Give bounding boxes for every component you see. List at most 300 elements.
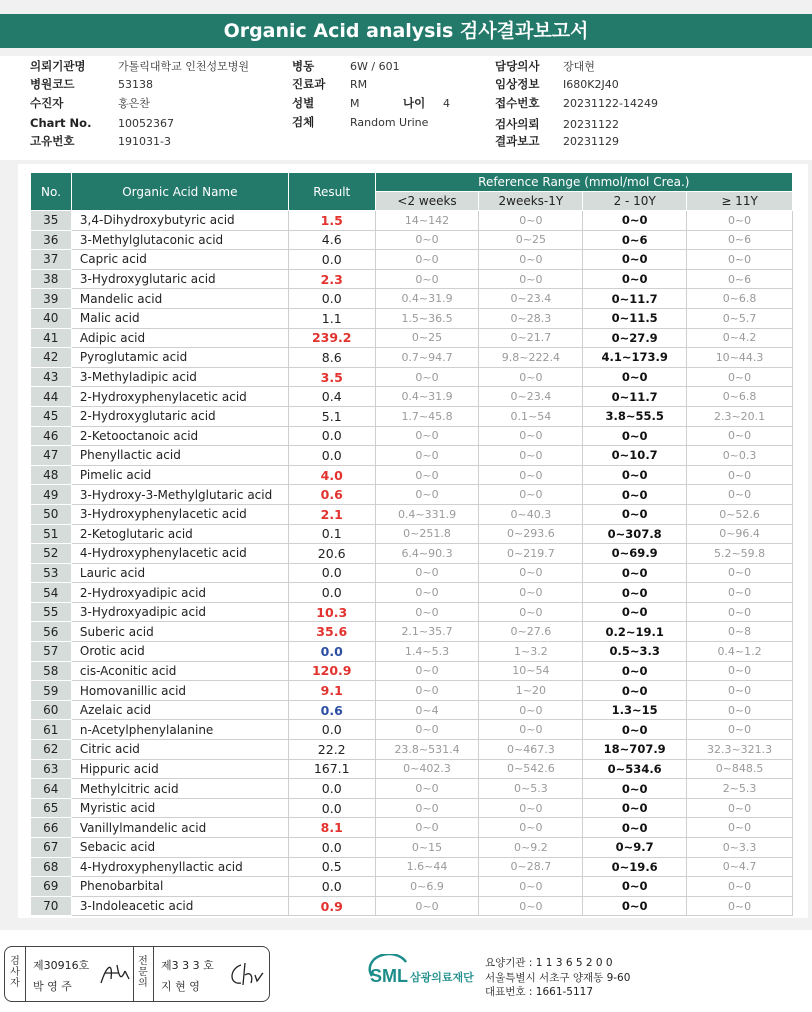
table-row xyxy=(31,328,793,348)
ref-over-11y: 0~0 xyxy=(687,681,793,701)
specialist-name: 지 현 영 xyxy=(161,980,200,993)
ref-over-11y: 0~6 xyxy=(687,230,793,250)
ref-2-10y: 0~11.7 xyxy=(583,289,687,309)
ref-2w-1y: 0~28.3 xyxy=(479,308,583,328)
ref-2w-1y: 10~54 xyxy=(479,661,583,681)
ref-2-10y: 0~0 xyxy=(583,367,687,387)
ref-over-11y: 0~0 xyxy=(687,426,793,446)
ref-under-2w: 0.4~31.9 xyxy=(375,289,479,309)
specialist-signature-image xyxy=(227,957,265,991)
header-ref-col: <2 weeks xyxy=(375,192,479,211)
info-field xyxy=(30,116,174,130)
header-name: Organic Acid Name xyxy=(71,173,288,211)
ref-2w-1y: 0~5.3 xyxy=(479,779,583,799)
row-number: 65 xyxy=(31,798,72,818)
info-label: 병동 xyxy=(292,59,315,73)
row-number: 59 xyxy=(31,681,72,701)
ref-2w-1y: 0~0 xyxy=(479,818,583,838)
ref-over-11y: 32.3~321.3 xyxy=(687,740,793,760)
ref-over-11y: 0~0 xyxy=(687,602,793,622)
ref-2-10y: 0~9.7 xyxy=(583,838,687,858)
specialist-number: 제3 3 3 호 xyxy=(161,959,214,972)
ref-under-2w: 2.1~35.7 xyxy=(375,622,479,642)
ref-over-11y: 0~0 xyxy=(687,896,793,916)
info-field xyxy=(292,76,367,92)
row-number: 53 xyxy=(31,563,72,583)
header-reference: Reference Range (mmol/mol Crea.) xyxy=(375,173,792,192)
ref-2-10y: 0~0 xyxy=(583,661,687,681)
ref-under-2w: 0~0 xyxy=(375,230,479,250)
report-title: Organic Acid analysis 검사결과보고서 xyxy=(0,14,812,48)
ref-2-10y: 0~6 xyxy=(583,230,687,250)
ref-over-11y: 0~0 xyxy=(687,877,793,897)
result-value: 0.4 xyxy=(288,387,375,407)
table-row xyxy=(31,798,793,818)
acid-name: Lauric acid xyxy=(71,563,288,583)
table-row xyxy=(31,211,793,231)
info-value: 홍은찬 xyxy=(118,97,150,110)
acid-name: Suberic acid xyxy=(71,622,288,642)
ref-2-10y: 0~307.8 xyxy=(583,524,687,544)
row-number: 62 xyxy=(31,740,72,760)
result-value: 0.0 xyxy=(288,798,375,818)
ref-2w-1y: 0~9.2 xyxy=(479,838,583,858)
ref-2w-1y: 0~0 xyxy=(479,485,583,505)
acid-name: Mandelic acid xyxy=(71,289,288,309)
ref-2w-1y: 0~293.6 xyxy=(479,524,583,544)
row-number: 58 xyxy=(31,661,72,681)
inspector-number: 제30916호 xyxy=(33,959,90,972)
acid-name: Phenobarbital xyxy=(71,877,288,897)
ref-2w-1y: 0~0 xyxy=(479,250,583,270)
ref-under-2w: 0~0 xyxy=(375,779,479,799)
ref-over-11y: 2~5.3 xyxy=(687,779,793,799)
acid-name: 3-Hydroxy-3-Methylglutaric acid xyxy=(71,485,288,505)
table-row xyxy=(31,740,793,760)
ref-2-10y: 0~0 xyxy=(583,896,687,916)
info-field xyxy=(30,58,249,74)
result-value: 0.0 xyxy=(288,583,375,603)
acid-name: 3-Methyladipic acid xyxy=(71,367,288,387)
info-field xyxy=(30,76,153,92)
table-row xyxy=(31,779,793,799)
ref-under-2w: 0~6.9 xyxy=(375,877,479,897)
row-number: 57 xyxy=(31,642,72,662)
ref-2w-1y: 0~25 xyxy=(479,230,583,250)
info-field xyxy=(495,95,658,111)
ref-2-10y: 0~0 xyxy=(583,877,687,897)
ref-under-2w: 0~0 xyxy=(375,563,479,583)
table-row xyxy=(31,544,793,564)
ref-2w-1y: 0~0 xyxy=(479,426,583,446)
ref-2-10y: 0~0 xyxy=(583,681,687,701)
info-value: I680K2J40 xyxy=(563,78,619,91)
ref-2-10y: 4.1~173.9 xyxy=(583,348,687,368)
info-value: 20231122 xyxy=(563,118,619,131)
ref-2-10y: 0~27.9 xyxy=(583,328,687,348)
ref-under-2w: 0.4~331.9 xyxy=(375,504,479,524)
info-value: 10052367 xyxy=(118,117,174,130)
table-row xyxy=(31,426,793,446)
ref-2-10y: 0~0 xyxy=(583,779,687,799)
ref-2-10y: 0~0 xyxy=(583,269,687,289)
ref-2-10y: 0~0 xyxy=(583,798,687,818)
table-row xyxy=(31,269,793,289)
header-result: Result xyxy=(288,173,375,211)
acid-name: Methylcitric acid xyxy=(71,779,288,799)
table-row xyxy=(31,524,793,544)
row-number: 52 xyxy=(31,544,72,564)
result-value: 239.2 xyxy=(288,328,375,348)
info-label: 수진자 xyxy=(30,96,64,110)
table-row xyxy=(31,622,793,642)
ref-2w-1y: 0~27.6 xyxy=(479,622,583,642)
result-value: 4.0 xyxy=(288,465,375,485)
ref-over-11y: 0~0 xyxy=(687,250,793,270)
ref-under-2w: 0~0 xyxy=(375,818,479,838)
ref-under-2w: 0~0 xyxy=(375,798,479,818)
org-name: 삼광의료재단 xyxy=(410,971,474,984)
result-value: 167.1 xyxy=(288,759,375,779)
ref-2w-1y: 0~0 xyxy=(479,700,583,720)
result-value: 2.1 xyxy=(288,504,375,524)
acid-name: Capric acid xyxy=(71,250,288,270)
ref-under-2w: 1.7~45.8 xyxy=(375,406,479,426)
header-no: No. xyxy=(31,173,72,211)
vertical-char: 사 xyxy=(10,967,20,978)
acid-name: 2-Hydroxyglutaric acid xyxy=(71,406,288,426)
table-row xyxy=(31,877,793,897)
row-number: 38 xyxy=(31,269,72,289)
ref-under-2w: 0~0 xyxy=(375,367,479,387)
row-number: 36 xyxy=(31,230,72,250)
ref-2-10y: 0~0 xyxy=(583,602,687,622)
info-value: 53138 xyxy=(118,78,153,91)
specialist-label xyxy=(137,956,149,989)
ref-2-10y: 0~0 xyxy=(583,465,687,485)
ref-over-11y: 0~8 xyxy=(687,622,793,642)
ref-2w-1y: 0~21.7 xyxy=(479,328,583,348)
result-value: 0.0 xyxy=(288,877,375,897)
ref-2w-1y: 0~0 xyxy=(479,583,583,603)
ref-under-2w: 0~0 xyxy=(375,465,479,485)
acid-name: 4-Hydroxyphenyllactic acid xyxy=(71,857,288,877)
table-row xyxy=(31,720,793,740)
table-row xyxy=(31,446,793,466)
table-row xyxy=(31,700,793,720)
ref-2w-1y: 0~542.6 xyxy=(479,759,583,779)
lab-address xyxy=(485,956,630,1000)
info-label: 고유번호 xyxy=(30,134,75,148)
info-label: 임상정보 xyxy=(495,77,540,91)
ref-2-10y: 1.3~15 xyxy=(583,700,687,720)
table-row xyxy=(31,406,793,426)
info-label: Chart No. xyxy=(30,116,92,130)
vertical-char: 검 xyxy=(10,956,20,967)
row-number: 35 xyxy=(31,211,72,231)
ref-over-11y: 0~0 xyxy=(687,818,793,838)
info-field xyxy=(292,95,360,111)
result-value: 0.0 xyxy=(288,720,375,740)
ref-under-2w: 14~142 xyxy=(375,211,479,231)
result-value: 4.6 xyxy=(288,230,375,250)
acid-name: 4-Hydroxyphenylacetic acid xyxy=(71,544,288,564)
info-field xyxy=(292,58,400,74)
acid-name: 3-Hydroxyphenylacetic acid xyxy=(71,504,288,524)
ref-over-11y: 0~0 xyxy=(687,367,793,387)
ref-2w-1y: 0~23.4 xyxy=(479,387,583,407)
table-row xyxy=(31,367,793,387)
table-row xyxy=(31,681,793,701)
info-value: 20231122-14249 xyxy=(563,97,658,110)
info-field xyxy=(495,76,619,92)
logo-text: SML xyxy=(370,966,408,986)
row-number: 43 xyxy=(31,367,72,387)
ref-2-10y: 0~11.5 xyxy=(583,308,687,328)
table-row xyxy=(31,465,793,485)
result-value: 0.6 xyxy=(288,700,375,720)
ref-under-2w: 0~15 xyxy=(375,838,479,858)
vertical-char: 전 xyxy=(138,956,148,967)
row-number: 50 xyxy=(31,504,72,524)
ref-2w-1y: 0~0 xyxy=(479,211,583,231)
ref-under-2w: 0~0 xyxy=(375,661,479,681)
acid-name: 2-Hydroxyphenylacetic acid xyxy=(71,387,288,407)
acid-name: 2-Ketooctanoic acid xyxy=(71,426,288,446)
inspector-signature-image xyxy=(97,957,133,989)
ref-2w-1y: 0~467.3 xyxy=(479,740,583,760)
result-value: 2.3 xyxy=(288,269,375,289)
ref-over-11y: 0~848.5 xyxy=(687,759,793,779)
ref-over-11y: 0~0 xyxy=(687,720,793,740)
ref-2-10y: 0~11.7 xyxy=(583,387,687,407)
result-value: 1.1 xyxy=(288,308,375,328)
acid-name: Hippuric acid xyxy=(71,759,288,779)
table-row xyxy=(31,642,793,662)
info-label: 담당의사 xyxy=(495,59,540,73)
row-number: 61 xyxy=(31,720,72,740)
ref-under-2w: 0.7~94.7 xyxy=(375,348,479,368)
result-value: 35.6 xyxy=(288,622,375,642)
age-value: 4 xyxy=(443,97,450,110)
table-row xyxy=(31,661,793,681)
ref-2w-1y: 0~40.3 xyxy=(479,504,583,524)
header-ref-col: ≥ 11Y xyxy=(687,192,793,211)
acid-name: 2-Ketoglutaric acid xyxy=(71,524,288,544)
row-number: 60 xyxy=(31,700,72,720)
row-number: 48 xyxy=(31,465,72,485)
ref-2w-1y: 0~23.4 xyxy=(479,289,583,309)
header-ref-col: 2 - 10Y xyxy=(583,192,687,211)
table-row xyxy=(31,563,793,583)
info-value: 가톨릭대학교 인천성모병원 xyxy=(118,60,250,73)
info-field xyxy=(495,58,595,74)
ref-over-11y: 0~0 xyxy=(687,465,793,485)
ref-over-11y: 0~52.6 xyxy=(687,504,793,524)
ref-under-2w: 1.6~44 xyxy=(375,857,479,877)
result-value: 9.1 xyxy=(288,681,375,701)
ref-under-2w: 0~0 xyxy=(375,896,479,916)
row-number: 64 xyxy=(31,779,72,799)
ref-2w-1y: 1~3.2 xyxy=(479,642,583,662)
ref-over-11y: 2.3~20.1 xyxy=(687,406,793,426)
row-number: 56 xyxy=(31,622,72,642)
acid-name: 3-Methylglutaconic acid xyxy=(71,230,288,250)
table-row xyxy=(31,759,793,779)
result-value: 1.5 xyxy=(288,211,375,231)
info-value: 장대현 xyxy=(563,60,595,73)
result-value: 0.6 xyxy=(288,485,375,505)
info-label: 진료과 xyxy=(292,77,326,91)
ref-under-2w: 1.4~5.3 xyxy=(375,642,479,662)
acid-name: 3-Indoleacetic acid xyxy=(71,896,288,916)
result-value: 0.0 xyxy=(288,446,375,466)
ref-2-10y: 0~0 xyxy=(583,563,687,583)
patient-info xyxy=(0,56,812,160)
age-label: 나이 xyxy=(403,96,426,110)
result-value: 8.1 xyxy=(288,818,375,838)
info-label: 결과보고 xyxy=(495,134,540,148)
acid-name: Adipic acid xyxy=(71,328,288,348)
acid-name: Pyroglutamic acid xyxy=(71,348,288,368)
acid-name: 2-Hydroxyadipic acid xyxy=(71,583,288,603)
row-number: 70 xyxy=(31,896,72,916)
info-value: 191031-3 xyxy=(118,135,171,148)
ref-2w-1y: 9.8~222.4 xyxy=(479,348,583,368)
table-row xyxy=(31,308,793,328)
info-field xyxy=(495,133,619,149)
row-number: 40 xyxy=(31,308,72,328)
ref-under-2w: 0~0 xyxy=(375,583,479,603)
ref-under-2w: 0~251.8 xyxy=(375,524,479,544)
ref-over-11y: 0~0 xyxy=(687,583,793,603)
vertical-char: 자 xyxy=(10,978,20,989)
inspector-label xyxy=(9,956,21,989)
acid-name: Citric acid xyxy=(71,740,288,760)
result-value: 3.5 xyxy=(288,367,375,387)
row-number: 49 xyxy=(31,485,72,505)
result-value: 0.0 xyxy=(288,426,375,446)
info-field xyxy=(30,95,150,111)
ref-2-10y: 18~707.9 xyxy=(583,740,687,760)
info-field-age xyxy=(403,95,450,111)
ref-2w-1y: 0.1~54 xyxy=(479,406,583,426)
result-value: 5.1 xyxy=(288,406,375,426)
info-label: 검사의뢰 xyxy=(495,117,540,131)
result-value: 8.6 xyxy=(288,348,375,368)
ref-over-11y: 10~44.3 xyxy=(687,348,793,368)
ref-over-11y: 0~6.8 xyxy=(687,387,793,407)
result-value: 22.2 xyxy=(288,740,375,760)
sml-logo xyxy=(368,954,480,994)
ref-2w-1y: 0~0 xyxy=(479,877,583,897)
table-row xyxy=(31,583,793,603)
row-number: 68 xyxy=(31,857,72,877)
info-label: 의뢰기관명 xyxy=(30,59,86,73)
result-value: 0.0 xyxy=(288,250,375,270)
info-value: 20231129 xyxy=(563,135,619,148)
ref-over-11y: 0~5.7 xyxy=(687,308,793,328)
report-footer xyxy=(0,930,812,1012)
ref-under-2w: 0~0 xyxy=(375,681,479,701)
ref-2w-1y: 0~0 xyxy=(479,367,583,387)
result-value: 0.0 xyxy=(288,289,375,309)
results-panel xyxy=(18,164,808,918)
ref-over-11y: 0.4~1.2 xyxy=(687,642,793,662)
acid-name: Orotic acid xyxy=(71,642,288,662)
ref-under-2w: 0~0 xyxy=(375,426,479,446)
acid-name: Sebacic acid xyxy=(71,838,288,858)
table-row xyxy=(31,838,793,858)
acid-name: Vanillylmandelic acid xyxy=(71,818,288,838)
row-number: 41 xyxy=(31,328,72,348)
ref-under-2w: 0~402.3 xyxy=(375,759,479,779)
ref-over-11y: 5.2~59.8 xyxy=(687,544,793,564)
ref-over-11y: 0~6 xyxy=(687,269,793,289)
acid-name: Phenyllactic acid xyxy=(71,446,288,466)
table-row xyxy=(31,230,793,250)
info-field xyxy=(30,133,171,149)
ref-under-2w: 0~0 xyxy=(375,269,479,289)
ref-2w-1y: 0~0 xyxy=(479,602,583,622)
table-row xyxy=(31,896,793,916)
ref-2-10y: 0~0 xyxy=(583,504,687,524)
table-row xyxy=(31,818,793,838)
ref-under-2w: 23.8~531.4 xyxy=(375,740,479,760)
ref-under-2w: 0~0 xyxy=(375,485,479,505)
ref-2-10y: 0.2~19.1 xyxy=(583,622,687,642)
table-row xyxy=(31,602,793,622)
row-number: 42 xyxy=(31,348,72,368)
header-ref-col: 2weeks-1Y xyxy=(479,192,583,211)
result-value: 0.0 xyxy=(288,779,375,799)
ref-under-2w: 0~0 xyxy=(375,602,479,622)
ref-2w-1y: 1~20 xyxy=(479,681,583,701)
row-number: 63 xyxy=(31,759,72,779)
ref-2-10y: 0~0 xyxy=(583,818,687,838)
ref-2w-1y: 0~0 xyxy=(479,720,583,740)
acid-name: Homovanillic acid xyxy=(71,681,288,701)
ref-2w-1y: 0~0 xyxy=(479,896,583,916)
acid-name: 3-Hydroxyadipic acid xyxy=(71,602,288,622)
ref-under-2w: 0~25 xyxy=(375,328,479,348)
sml-logo-icon xyxy=(368,954,480,990)
ref-2-10y: 0~0 xyxy=(583,720,687,740)
ref-over-11y: 0~0 xyxy=(687,798,793,818)
ref-under-2w: 0~0 xyxy=(375,446,479,466)
table-row xyxy=(31,485,793,505)
acid-name: n-Acetylphenylalanine xyxy=(71,720,288,740)
ref-over-11y: 0~3.3 xyxy=(687,838,793,858)
ref-2w-1y: 0~0 xyxy=(479,563,583,583)
result-value: 20.6 xyxy=(288,544,375,564)
inspector-name: 박 영 주 xyxy=(33,980,72,993)
ref-under-2w: 6.4~90.3 xyxy=(375,544,479,564)
ref-over-11y: 0~96.4 xyxy=(687,524,793,544)
table-row xyxy=(31,250,793,270)
lab-phone: 대표번호 : 1661-5117 xyxy=(485,986,594,998)
ref-2-10y: 0~69.9 xyxy=(583,544,687,564)
ref-over-11y: 0~0 xyxy=(687,661,793,681)
acid-name: Pimelic acid xyxy=(71,465,288,485)
ref-over-11y: 0~6.8 xyxy=(687,289,793,309)
info-field xyxy=(292,114,428,130)
row-number: 45 xyxy=(31,406,72,426)
table-row xyxy=(31,504,793,524)
row-number: 55 xyxy=(31,602,72,622)
ref-over-11y: 0~0 xyxy=(687,211,793,231)
row-number: 44 xyxy=(31,387,72,407)
